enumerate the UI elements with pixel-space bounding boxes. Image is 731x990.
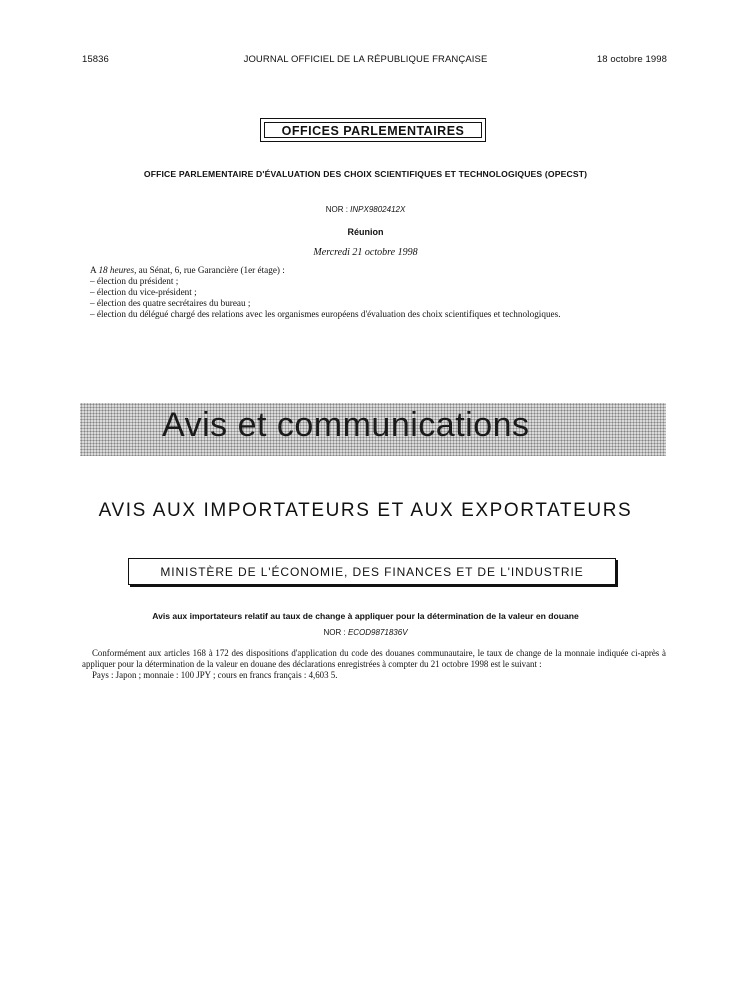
agenda-item: – élection du président ; xyxy=(90,276,179,286)
ministry-title: MINISTÈRE DE L'ÉCONOMIE, DES FINANCES ET DE L'INDUSTRIE xyxy=(160,565,584,579)
notice-body xyxy=(82,648,666,681)
notice-paragraph: Conformément aux articles 168 à 172 des dispositions d'application du code des douanes communautaire, le taux de change de la monnaie indiquée ci-après à appliquer pour la détermination de la valeur en douane des déclarations enregistrées à compter du 21 octobre 1998 est le suivant : xyxy=(82,648,666,669)
agenda-item: – élection du vice-président ; xyxy=(90,287,197,297)
agenda-item: – élection des quatre secrétaires du bureau ; xyxy=(90,298,251,308)
meeting-date: Mercredi 21 octobre 1998 xyxy=(313,247,418,258)
agenda-item: – élection du délégué chargé des relations avec les organismes européens d'évaluation des choix scientifiques et technologiques. xyxy=(90,309,561,319)
communications-banner xyxy=(80,403,666,456)
section-heading-box xyxy=(260,118,486,142)
agenda-location: au Sénat, 6, rue Garancière (1er étage) : xyxy=(138,265,285,275)
nor-label: NOR : xyxy=(325,205,348,214)
notices-title: AVIS AUX IMPORTATEURS ET AUX EXPORTATEURS xyxy=(98,500,633,521)
ministry-heading-box xyxy=(128,558,616,585)
page-number: 15836 xyxy=(82,54,109,65)
nor-label: NOR : xyxy=(323,628,346,637)
nor-code: INPX9802412X xyxy=(350,205,406,214)
banner-title: Avis et communications xyxy=(162,406,530,444)
notice-title: Avis aux importateurs relatif au taux de change à appliquer pour la détermination de la valeur en douane xyxy=(152,611,579,621)
meeting-heading: Réunion xyxy=(347,227,384,237)
nor-reference xyxy=(0,205,731,214)
office-title: OFFICE PARLEMENTAIRE D'ÉVALUATION DES CHOIX SCIENTIFIQUES ET TECHNOLOGIQUES (OPECST) xyxy=(143,169,588,179)
agenda-time: 18 heures, xyxy=(98,265,137,275)
agenda-intro xyxy=(90,265,561,276)
journal-title: JOURNAL OFFICIEL DE LA RÉPUBLIQUE FRANÇAISE xyxy=(243,54,488,65)
exchange-rate-line: Pays : Japon ; monnaie : 100 JPY ; cours en francs français : 4,603 5. xyxy=(92,670,338,680)
meeting-agenda xyxy=(90,265,561,320)
nor-code: ECOD9871836V xyxy=(347,628,408,637)
agenda-prefix: A xyxy=(90,265,97,275)
publication-date: 18 octobre 1998 xyxy=(596,54,667,65)
nor-reference xyxy=(0,628,731,637)
section-title: OFFICES PARLEMENTAIRES xyxy=(281,124,465,138)
